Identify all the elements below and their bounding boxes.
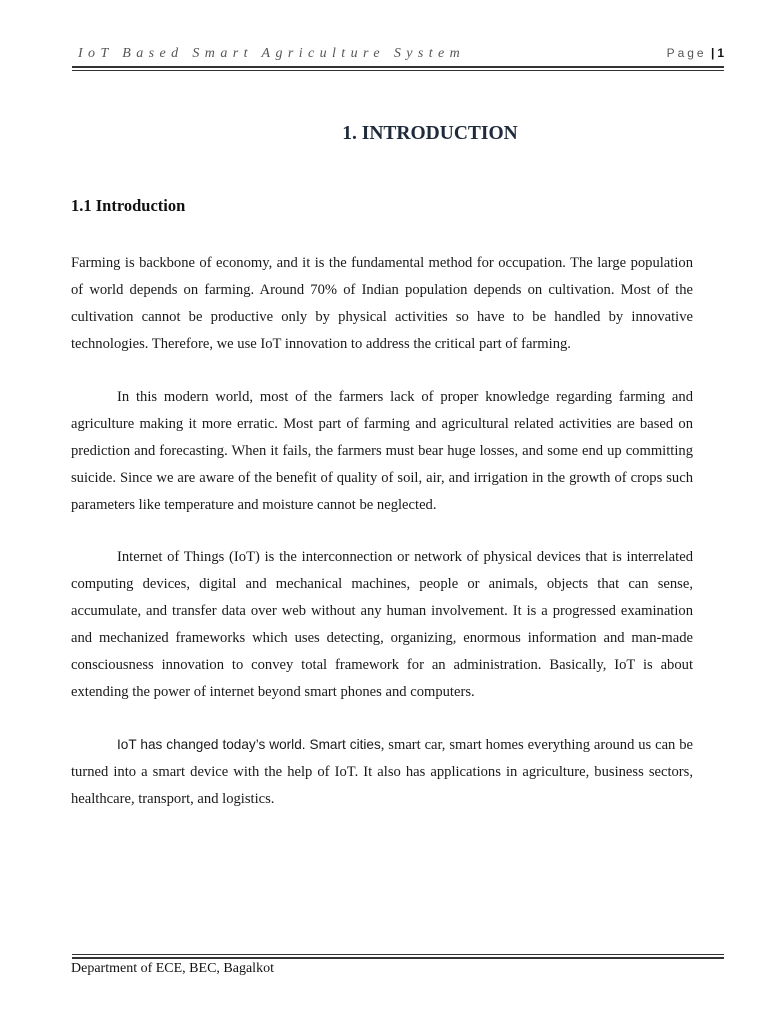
- page-header: [72, 46, 724, 68]
- paragraph-2: In this modern world, most of the farmers lack of proper knowledge regarding farming and agriculture making it more erratic. Most part of farming and agricultural related activities are based on prediction and forecasting. When it fails, the farmers must bear huge losses, and some end up committing suicide. Since we are aware of the benefit of quality of soil, air, and irrigation in the growth of crops such parameters like temperature and moisture cannot be neglected.: [71, 389, 693, 513]
- page-indicator: [667, 46, 724, 60]
- page-number: 1: [717, 46, 724, 60]
- chapter-title: 1. INTRODUCTION: [342, 123, 518, 144]
- footer-rule-thin: [72, 954, 724, 955]
- page-label: Page: [666, 46, 707, 60]
- paragraph-4-rest: , smart car, smart homes everything around us can be turned into a smart device with the help of IoT. It also has applications in agriculture, business sectors, healthcare, transport, and logistics.: [71, 737, 693, 807]
- section-title: 1.1 Introduction: [71, 196, 186, 215]
- paragraph-3: Internet of Things (IoT) is the interconnection or network of physical devices that is interrelated computing devices, digital and mechanical machines, people or animals, objects that can sense, accumulate, and transfer data over web without any human involvement. It is a progressed examination and mechanized frameworks which uses detecting, organizing, enormous information and man-made consciousness innovation to convey total framework for an administration. Basically, IoT is about extending the power of internet beyond smart phones and computers.: [71, 549, 693, 700]
- paragraph-4: [71, 732, 693, 813]
- header-title: IoT Based Smart Agriculture System: [78, 46, 466, 61]
- footer-text: Department of ECE, BEC, Bagalkot: [71, 961, 274, 976]
- paragraph-1: Farming is backbone of economy, and it is the fundamental method for occupation. The large population of world depends on farming. Around 70% of Indian population depends on cultivation. Most of the cultivation cannot be productive only by physical activities so have to be handled by innovative technologies. Therefore, we use IoT innovation to address the critical part of farming.: [71, 255, 693, 352]
- page-separator: |: [710, 46, 715, 60]
- header-rule-thick: [72, 66, 724, 68]
- footer-rule-thick: [72, 957, 724, 959]
- paragraph-4-lead: IoT has changed today’s world. Smart cities: [117, 737, 381, 752]
- header-rule-thin: [72, 70, 724, 71]
